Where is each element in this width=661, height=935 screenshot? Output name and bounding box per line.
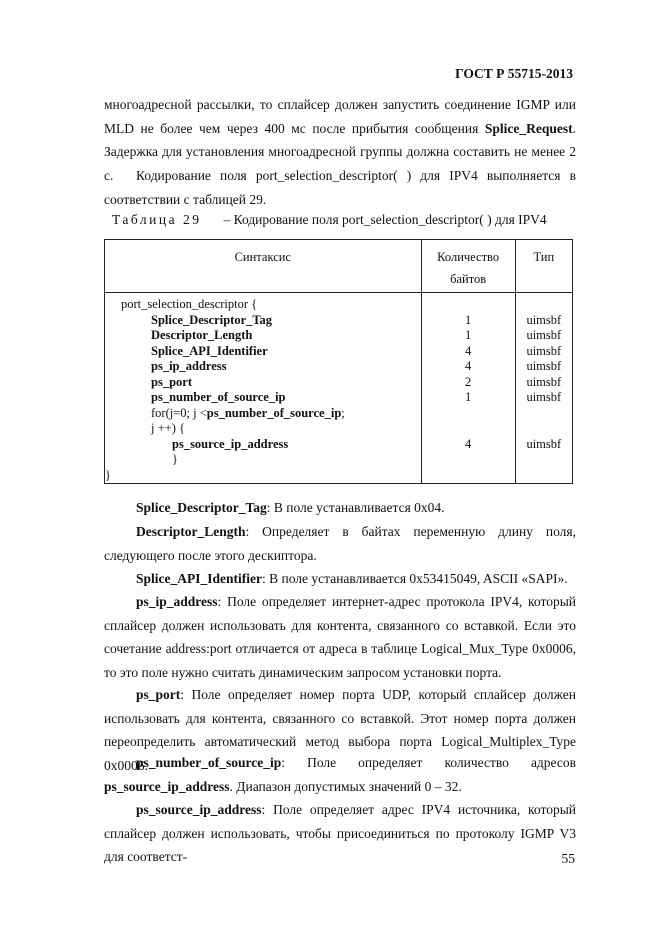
definition: : Поле определяет номер порта UDP, который сплайсер должен использовать для контента, связанного со вставкой. Этот номер порта должен переопределить автоматический метод выбора порта Logical_Multiplex_Type 0x0006. [104,687,576,773]
syntax-text: for(j=0; j < [151,405,207,420]
type-column [515,293,572,484]
bytes-cell: 4 [465,343,472,358]
type-cell: uimsbf [526,374,562,389]
type-cell [516,452,572,468]
def-splice-api-identifier [104,567,576,591]
table-caption-title: – Кодирование поля port_selection_descriptor( ) для IPV4 [223,212,547,227]
syntax-line [105,421,421,437]
syntax-line [105,313,421,329]
syntax-line [105,468,421,484]
intro-text-2: . Задержка для установления многоадресной группы должна составить не менее 2 с. [104,120,576,183]
syntax-text: ps_ip_address [151,359,227,373]
term: Descriptor_Length [136,524,246,539]
intro-term: Splice_Request [484,120,573,136]
def-ps-source-ip-address [104,798,576,869]
definition: : Поле определяет интернет-адрес протокола IPV4, который сплайсер должен использовать для контента, связанного со вставкой. Если это сочетание address:port отличается от адреса в таблице Logical_Mux_Type 0x0006, то это поле нужно считать динамическим запросом установки порта. [104,594,576,680]
syntax-text: } [172,452,178,466]
type-cell: uimsbf [526,328,562,342]
bytes-cell: 1 [465,390,472,404]
bytes-cell: 1 [465,328,472,342]
bytes-cell: 1 [465,312,472,327]
syntax-line [105,297,421,313]
definition-2: . Диапазон допустимых значений 0 – 32. [229,778,462,794]
bytes-cell [422,468,515,484]
term-2: ps_source_ip_address [104,778,230,794]
def-ps-number-of-source-ip [104,751,576,798]
table-caption-label: Таблица 29 [112,212,202,227]
syntax-text: ps_source_ip_address [172,436,289,451]
syntax-line [105,344,421,360]
term: Splice_API_Identifier [136,571,262,586]
term: ps_port [136,687,181,702]
syntax-text: ps_port [151,374,192,389]
table-header-row [105,240,573,293]
definition: : В поле устанавливается 0x53415049, ASCII «SAPI». [262,571,568,586]
type-cell: uimsbf [526,312,562,327]
bytes-cell: 2 [465,374,472,389]
term: Splice_Descriptor_Tag [136,500,267,515]
bytes-cell [422,297,515,313]
term: ps_ip_address [136,594,218,609]
syntax-text: } [105,467,111,482]
term: ps_number_of_source_ip [136,755,282,770]
syntax-text: Splice_Descriptor_Tag [151,312,273,327]
intro-text: многоадресной рассылки, то сплайсер должен запустить соединение IGMP или MLD не более чем через 400 мс после прибытия сообщения [104,97,576,136]
syntax-text: port_selection_descriptor { [121,297,258,311]
bytes-cell [422,406,515,422]
syntax-text: ; [341,405,345,420]
type-cell [516,468,572,484]
syntax-line [105,328,421,344]
type-cell: uimsbf [526,343,562,358]
table-body-row [105,293,573,484]
bytes-cell [422,421,515,437]
type-cell [516,421,572,437]
definition: : В поле устанавливается 0x04. [266,500,445,515]
page-number: 55 [561,851,575,866]
definition: : Поле определяет количество адресов [281,755,576,770]
syntax-line [105,437,421,453]
bytes-column [421,293,515,484]
bytes-cell: 4 [465,436,472,451]
syntax-text: Descriptor_Length [151,328,253,342]
syntax-line [105,359,421,375]
syntax-line [105,452,421,468]
bytes-cell: 4 [465,359,472,373]
type-cell: uimsbf [526,436,562,451]
syntax-line [105,406,421,422]
syntax-text: ps_number_of_source_ip [151,390,286,404]
def-descriptor-length [104,520,576,567]
bytes-cell [422,452,515,468]
syntax-text: Splice_API_Identifier [151,343,268,358]
def-splice-descriptor-tag [104,496,576,520]
type-cell [516,406,572,422]
coding-paragraph: Кодирование поля port_selection_descriptor( ) для IPV4 выполняется в соответствии с таблицей 29. [104,168,576,207]
type-cell: uimsbf [526,359,562,373]
syntax-text: j ++) { [151,421,185,435]
syntax-line [105,390,421,406]
syntax-line [105,375,421,391]
definition: : Поле определяет адрес IPV4 источника, который сплайсер должен использовать, чтобы присоединиться по протоколу IGMP V3 для соответст- [104,802,576,864]
standard-header: ГОСТ Р 55715-2013 [455,66,573,81]
type-cell [516,297,572,313]
syntax-term: ps_number_of_source_ip [206,405,342,420]
def-ps-ip-address [104,590,576,684]
header-type: Тип [515,240,572,293]
definition: : Определяет в байтах переменную длину поля, следующего после этого дескиптора. [104,524,576,563]
term: ps_source_ip_address [136,802,262,817]
coding-table [104,239,573,484]
header-syntax: Синтаксис [105,240,422,293]
header-count: Количество байтов [421,240,515,293]
table-caption [112,212,547,228]
type-cell: uimsbf [526,390,562,404]
syntax-column [105,293,422,484]
